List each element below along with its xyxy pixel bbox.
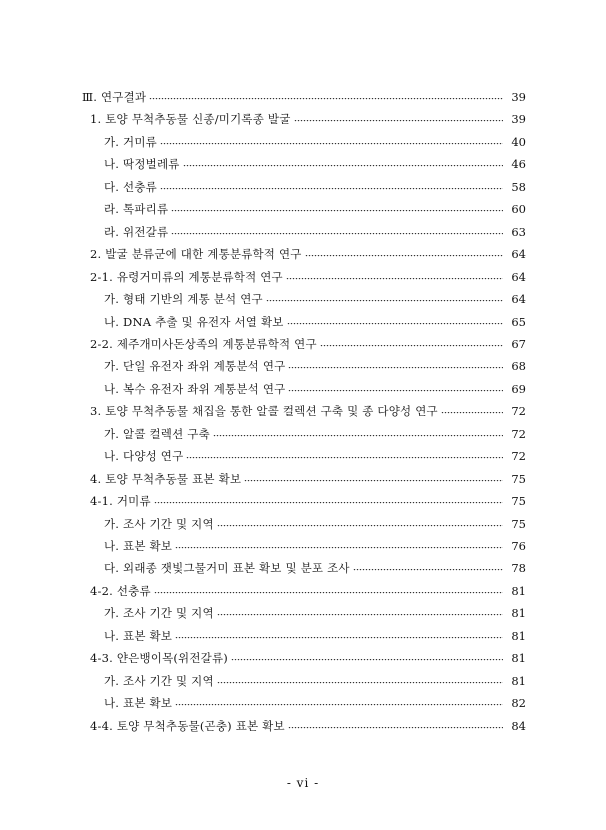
toc-leader-dots: [244, 480, 503, 483]
toc-entry[interactable]: [104, 625, 526, 647]
toc-entry[interactable]: [90, 266, 526, 288]
toc-entry[interactable]: [90, 400, 526, 422]
toc-leader-dots: [231, 659, 503, 662]
toc-entry-page: 64: [511, 292, 526, 306]
toc-leader-dots: [320, 345, 503, 348]
toc-entry-page: 81: [511, 606, 526, 620]
toc-entry-page: 75: [511, 472, 526, 486]
toc-entry[interactable]: [104, 513, 526, 535]
toc-entry-label: 나. 딱정벌레류: [104, 157, 180, 171]
toc-entry-page: 64: [511, 270, 526, 284]
toc-leader-dots: [217, 682, 503, 685]
toc-leader-dots: [183, 165, 503, 168]
toc-entry-page: 72: [511, 427, 526, 441]
toc-entry[interactable]: [104, 535, 526, 557]
toc-entry-page: 75: [511, 517, 526, 531]
toc-entry-label: 가. 형태 기반의 계통 분석 연구: [104, 292, 263, 306]
toc-entry[interactable]: [90, 490, 526, 512]
toc-entry[interactable]: [104, 692, 526, 714]
toc-leader-dots: [217, 614, 503, 617]
toc-entry-page: 39: [511, 90, 526, 104]
toc-entry-label: 3. 토양 무척추동물 채집을 통한 알콜 컬렉션 구축 및 종 다양성 연구: [90, 404, 438, 418]
toc-leader-dots: [288, 367, 503, 370]
toc-entry-page: 81: [511, 651, 526, 665]
toc-entry-page: 63: [511, 225, 526, 239]
toc-entry-label: 가. 조사 기간 및 지역: [104, 517, 214, 531]
page-number: - vi -: [286, 776, 320, 790]
toc-entry-page: 39: [511, 112, 526, 126]
toc-leader-dots: [175, 704, 503, 707]
toc-entry-label: Ⅲ. 연구결과: [82, 90, 147, 104]
toc-leader-dots: [286, 278, 503, 281]
toc-entry-label: 4-4. 토양 무척추동물(곤충) 표본 확보: [90, 719, 285, 733]
toc-entry[interactable]: [104, 153, 526, 175]
toc-leader-dots: [305, 255, 503, 258]
toc-entry-label: 가. 단일 유전자 좌위 계통분석 연구: [104, 359, 286, 373]
toc-leader-dots: [441, 412, 503, 415]
toc-entry[interactable]: [104, 670, 526, 692]
toc-entry-label: 4-1. 거미류: [90, 494, 151, 508]
toc-leader-dots: [171, 233, 503, 236]
toc-entry-label: 다. 선충류: [104, 180, 157, 194]
toc-entry-page: 69: [511, 382, 526, 396]
toc-entry[interactable]: [90, 243, 526, 265]
toc-entry-label: 라. 톡파리류: [104, 202, 169, 216]
toc-entry[interactable]: [104, 602, 526, 624]
toc-entry-page: 40: [511, 135, 526, 149]
toc-entry-page: 65: [511, 315, 526, 329]
toc-entry[interactable]: [90, 647, 526, 669]
toc-entry[interactable]: [90, 108, 526, 130]
toc-leader-dots: [154, 502, 503, 505]
toc-entry-page: 81: [511, 629, 526, 643]
toc-entry-label: 4. 토양 무척추동물 표본 확보: [90, 472, 242, 486]
toc-leader-dots: [294, 120, 503, 123]
toc-entry-label: 나. 다양성 연구: [104, 449, 184, 463]
toc-entry[interactable]: [104, 176, 526, 198]
toc-entry-page: 76: [511, 539, 526, 553]
toc-entry-label: 나. 표본 확보: [104, 539, 173, 553]
toc-leader-dots: [288, 727, 503, 730]
toc-leader-dots: [175, 637, 503, 640]
toc-entry-label: 다. 외래종 잿빛그물거미 표본 확보 및 분포 조사: [104, 561, 350, 575]
toc-entry-label: 가. 조사 기간 및 지역: [104, 674, 214, 688]
toc-entry-page: 60: [511, 202, 526, 216]
toc-entry-label: 4-3. 얀은뱅이목(위전갈류): [90, 651, 228, 665]
toc-entry-label: 가. 조사 기간 및 지역: [104, 606, 214, 620]
toc-entry-page: 75: [511, 494, 526, 508]
toc-entry-page: 64: [511, 247, 526, 261]
toc-leader-dots: [266, 300, 503, 303]
toc-entry-label: 나. DNA 추출 및 유전자 서열 확보: [104, 315, 284, 329]
toc-entry-page: 68: [511, 359, 526, 373]
toc-leader-dots: [175, 547, 503, 550]
toc-entry-page: 67: [511, 337, 526, 351]
toc-entry[interactable]: [104, 288, 526, 310]
toc-leader-dots: [171, 210, 503, 213]
toc-entry[interactable]: [104, 131, 526, 153]
toc-leader-dots: [149, 98, 503, 101]
toc-entry[interactable]: [104, 221, 526, 243]
toc-entry[interactable]: [104, 423, 526, 445]
toc-entry-label: 나. 표본 확보: [104, 629, 173, 643]
toc-entry[interactable]: [90, 715, 526, 737]
toc-entry[interactable]: [104, 445, 526, 467]
toc-entry-label: 나. 복수 유전자 좌위 계통분석 연구: [104, 382, 286, 396]
toc-leader-dots: [213, 435, 503, 438]
toc-entry[interactable]: [104, 378, 526, 400]
toc-leader-dots: [288, 390, 503, 393]
toc-entry-page: 81: [511, 674, 526, 688]
toc-leader-dots: [154, 592, 503, 595]
toc-entry-label: 4-2. 선충류: [90, 584, 151, 598]
toc-entry-label: 1. 토양 무척추동물 신종/미기록종 발굴: [90, 112, 291, 126]
toc-entry-label: 2-1. 유령거미류의 계통분류학적 연구: [90, 270, 283, 284]
toc-entry-label: 나. 표본 확보: [104, 696, 173, 710]
toc-entry-label: 가. 거미류: [104, 135, 157, 149]
toc-entry-page: 46: [511, 157, 526, 171]
toc-leader-dots: [160, 143, 503, 146]
toc-entry[interactable]: [104, 198, 526, 220]
toc-entry[interactable]: [82, 86, 526, 108]
toc-entry-page: 81: [511, 584, 526, 598]
toc-entry[interactable]: [90, 580, 526, 602]
toc-entry-page: 82: [511, 696, 526, 710]
toc-leader-dots: [160, 188, 503, 191]
toc-leader-dots: [186, 457, 503, 460]
toc-entry-page: 84: [511, 719, 526, 733]
toc-entry-label: 2. 발굴 분류군에 대한 계통분류학적 연구: [90, 247, 302, 261]
toc-leader-dots: [287, 323, 503, 326]
toc-entry[interactable]: [104, 355, 526, 377]
toc-entry-label: 2-2. 제주개미사돈상족의 계통분류학적 연구: [90, 337, 317, 351]
toc-leader-dots: [217, 525, 503, 528]
toc-entry-page: 58: [511, 180, 526, 194]
toc-entry[interactable]: [90, 333, 526, 355]
toc-entry-page: 78: [511, 561, 526, 575]
toc-entry[interactable]: [90, 468, 526, 490]
toc-entry-page: 72: [511, 449, 526, 463]
toc-entry[interactable]: [104, 557, 526, 579]
toc-entry-page: 72: [511, 404, 526, 418]
toc-leader-dots: [353, 569, 503, 572]
toc-entry-label: 라. 위전갈류: [104, 225, 169, 239]
toc-entry[interactable]: [104, 311, 526, 333]
toc-entry-label: 가. 알콜 컬렉션 구축: [104, 427, 210, 441]
